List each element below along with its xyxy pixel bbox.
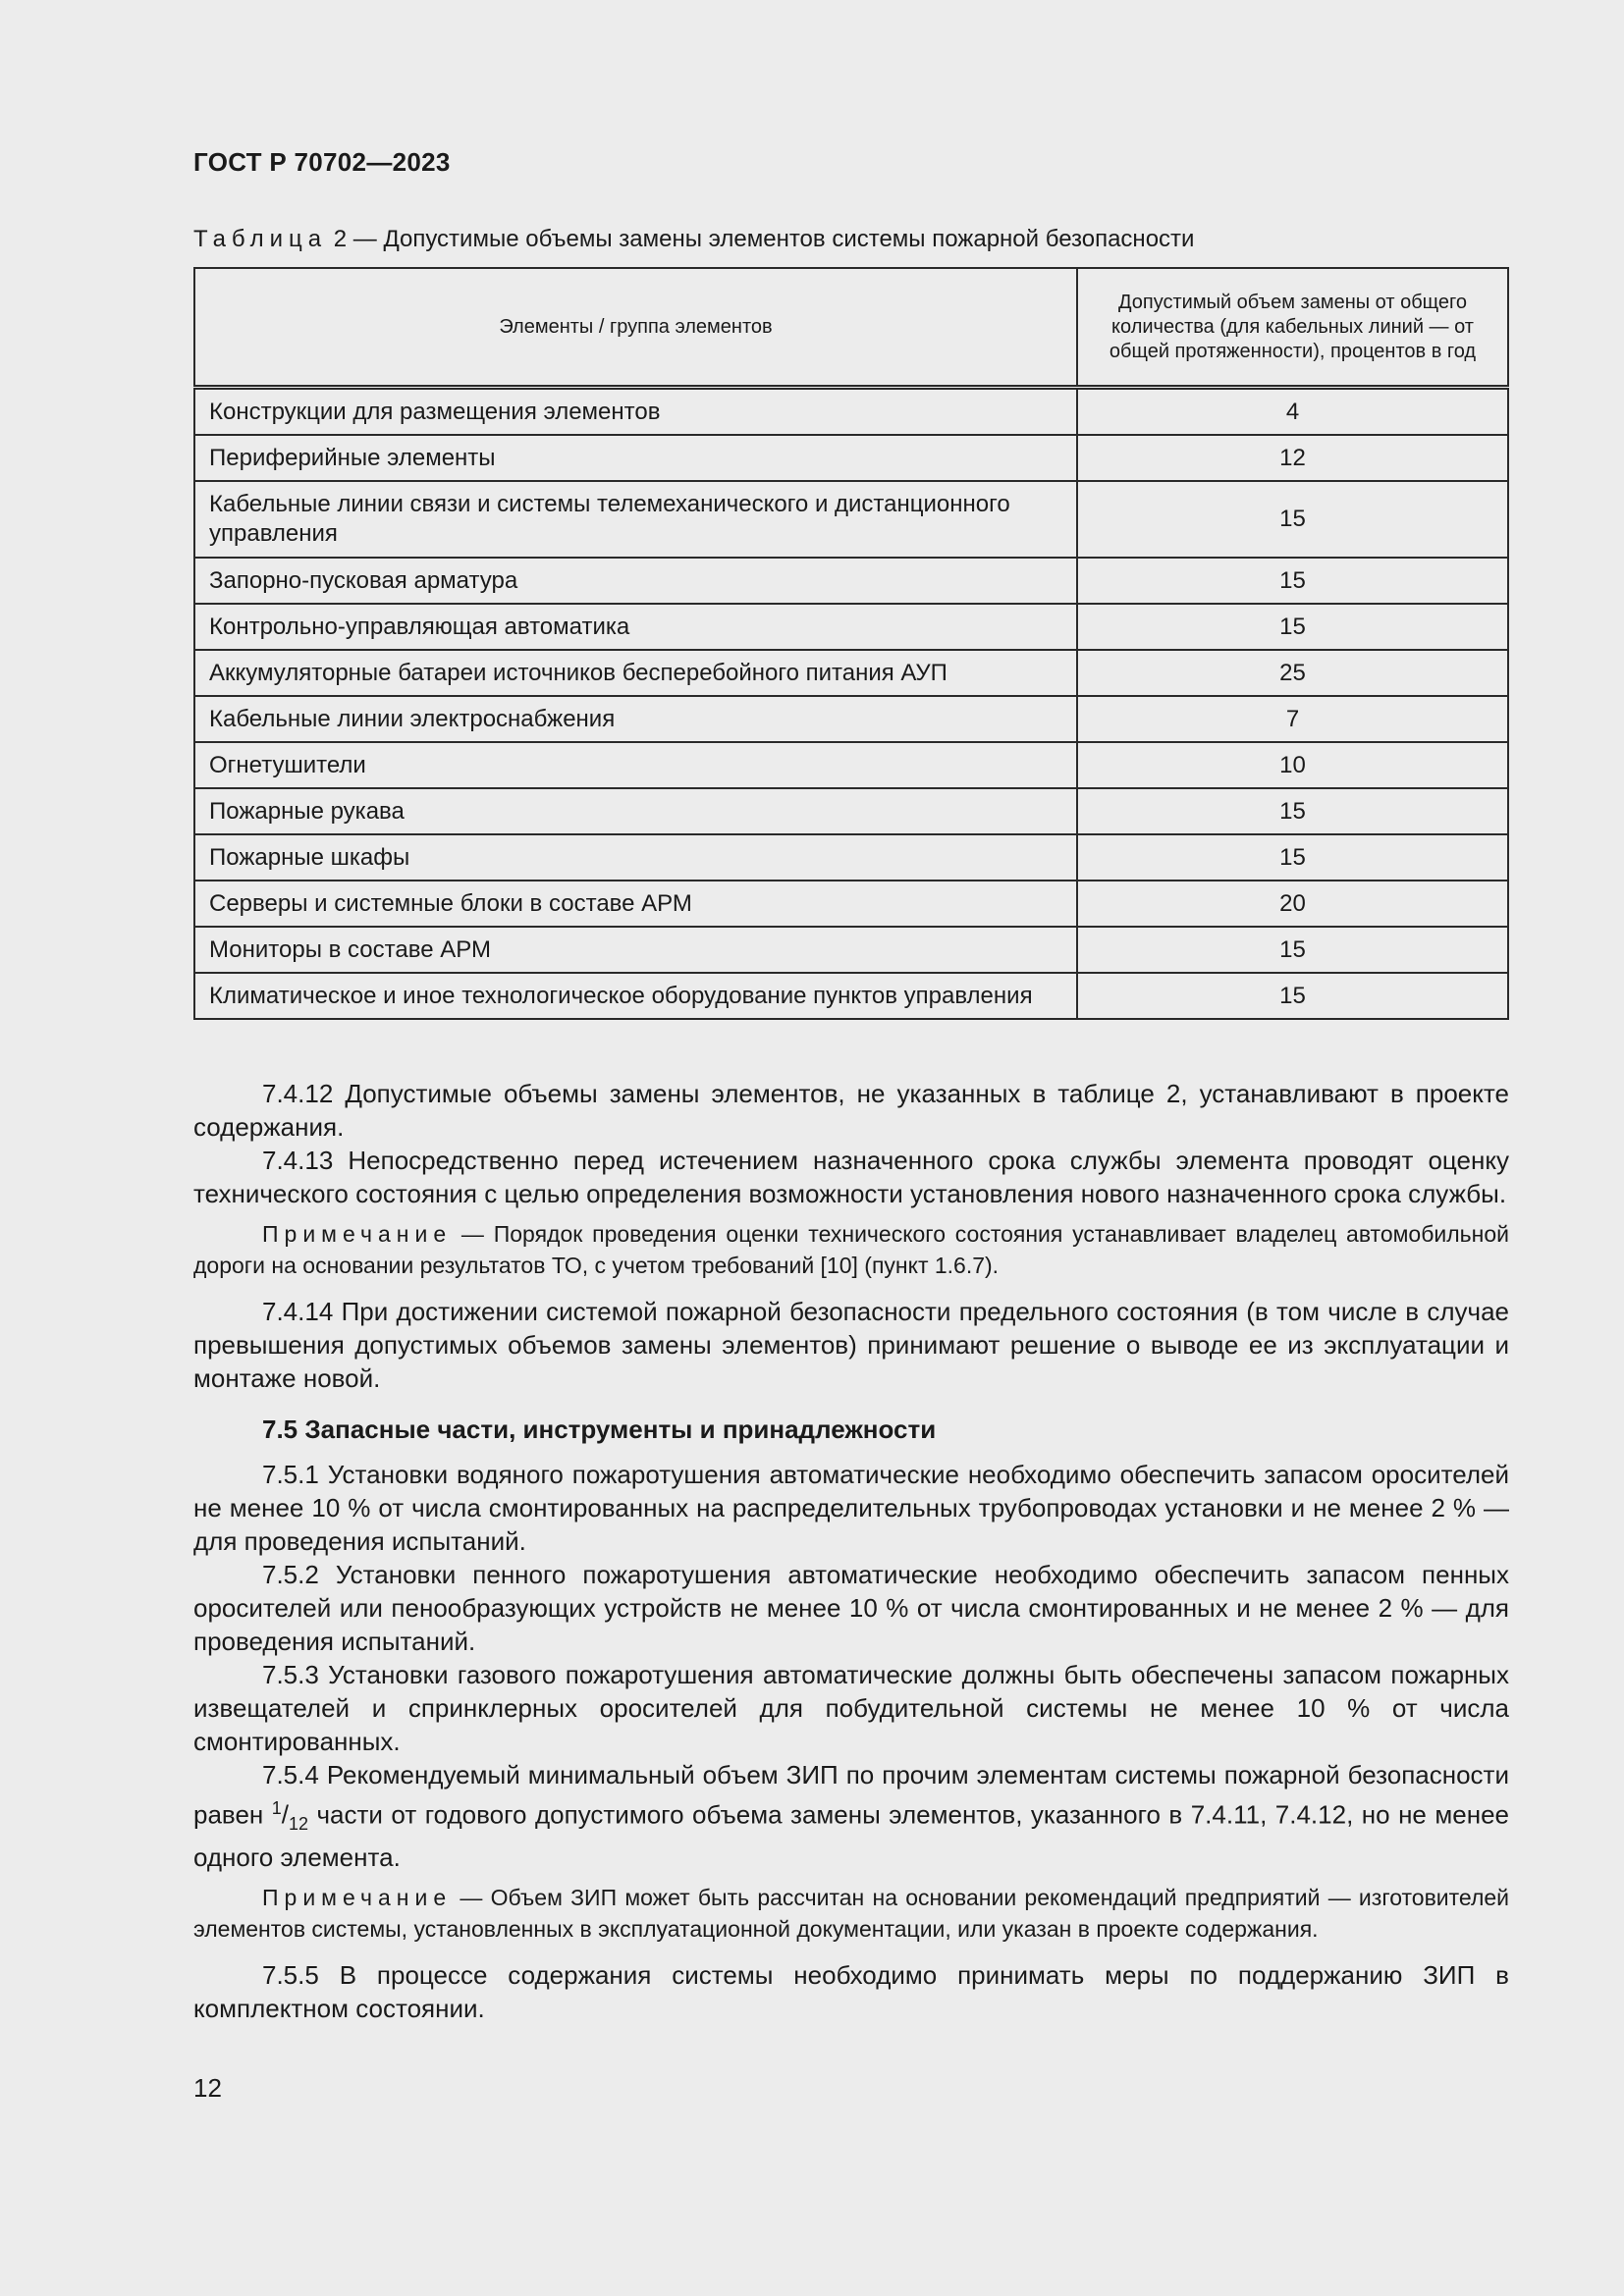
element-name-cell: Мониторы в составе АРМ [194,927,1077,973]
percent-value-cell: 4 [1077,388,1508,436]
fraction-numerator: 1 [271,1798,282,1818]
element-name-cell: Периферийные элементы [194,435,1077,481]
fraction-denominator: 12 [289,1813,309,1834]
table-body [194,388,1508,1020]
table-row [194,481,1508,558]
table-row [194,696,1508,742]
table-header-row [194,268,1508,388]
note-2-label: Примечание [262,1884,453,1910]
table-row [194,788,1508,834]
column-header-percent: Допустимый объем замены от общего количества (для кабельных линий — от общей протяженности), процентов в год [1077,268,1508,388]
element-name-cell: Конструкции для размещения элементов [194,388,1077,436]
paragraph-7-5-5: 7.5.5 В процессе содержания системы необходимо принимать меры по поддержанию ЗИП в комплектном состоянии. [193,1959,1509,2023]
paragraph-7-5-4-part-a: 7.5.4 Рекомендуемый минимальный объем ЗИП по прочим элементам системы пожарной безопасности равен [193,1760,1509,1830]
percent-value-cell: 7 [1077,696,1508,742]
element-name-cell: Аккумуляторные батареи источников бесперебойного питания АУП [194,650,1077,696]
table-row [194,742,1508,788]
paragraph-7-4-12: 7.4.12 Допустимые объемы замены элементов, не указанных в таблице 2, устанавливают в проекте содержания. [193,1079,1509,1142]
note-1-text: — Порядок проведения оценки технического состояния устанавливает владелец автомобильной дороги на основании результатов ТО, с учетом требований [10] (пункт 1.6.7). [193,1221,1509,1278]
table-row [194,558,1508,604]
section-title-7-5: 7.5 Запасные части, инструменты и принадлежности [262,1415,937,1444]
table-caption-text: 2 — Допустимые объемы замены элементов системы пожарной безопасности [327,226,1195,252]
element-name-cell: Климатическое и иное технологическое оборудование пунктов управления [194,973,1077,1019]
element-name-cell: Контрольно-управляющая автоматика [194,604,1077,650]
column-header-elements: Элементы / группа элементов [194,268,1077,388]
paragraph-7-5-4: 7.5.4 Рекомендуемый минимальный объем ЗИП по прочим элементам системы пожарной безопасности равен $^1/_{12}$ части от годового допустимого объема замены элементов, указанного в 7.4.11, 7.4.12, но не менее одного элемента. [193,1760,1509,1872]
paragraph-7-4-13: 7.4.13 Непосредственно перед истечением назначенного срока службы элемента проводят оценку технического состояния с целью определения возможности установления нового назначенного срока службы. [193,1146,1509,1208]
note-1-label: Примечание [262,1221,453,1247]
element-name-cell: Кабельные линии электроснабжения [194,696,1077,742]
percent-value-cell: 12 [1077,435,1508,481]
element-name-cell: Пожарные шкафы [194,834,1077,881]
paragraph-7-5-4-part-b: части от годового допустимого объема замены элементов, указанного в 7.4.11, 7.4.12, но не менее одного элемента. [193,1799,1509,1872]
paragraph-7-5-1: 7.5.1 Установки водяного пожаротушения автоматические необходимо обеспечить запасом оросителей не менее 10 % от числа смонтированных на распределительных трубопроводах установки и не менее 2 % — для проведения испытаний. [193,1460,1509,1556]
percent-value-cell: 15 [1077,604,1508,650]
paragraph-7-5-2: 7.5.2 Установки пенного пожаротушения автоматические необходимо обеспечить запасом пенных оросителей или пенообразующих устройств не менее 10 % от числа смонтированных и не менее 2 % — для проведения испытаний. [193,1560,1509,1656]
note-2-text: — Объем ЗИП может быть рассчитан на основании рекомендаций предприятий — изготовителей элементов системы, установленных в эксплуатационной документации, или указан в проекте содержания. [193,1884,1509,1942]
percent-value-cell: 15 [1077,558,1508,604]
table-row [194,388,1508,436]
table-row [194,604,1508,650]
percent-value-cell: 20 [1077,881,1508,927]
element-name-cell: Кабельные линии связи и системы телемеханического и дистанционного управления [194,481,1077,558]
table-caption [193,226,1194,253]
element-name-cell: Запорно-пусковая арматура [194,558,1077,604]
note-1 [193,1218,1509,1281]
paragraph-7-5-3: 7.5.3 Установки газового пожаротушения автоматические должны быть обеспечены запасом пожарных извещателей и спринклерных оросителей для побудительной системы не менее 10 % от числа смонтированных. [193,1660,1509,1756]
percent-value-cell: 25 [1077,650,1508,696]
percent-value-cell: 10 [1077,742,1508,788]
page-number: 12 [193,2073,222,2103]
table-row [194,973,1508,1019]
table-row [194,435,1508,481]
percent-value-cell: 15 [1077,788,1508,834]
paragraph-7-4-14: 7.4.14 При достижении системой пожарной безопасности предельного состояния (в том числе в случае превышения допустимых объемов замены элементов) принимают решение о выводе ее из эксплуатации и монтаже новой. [193,1297,1509,1393]
note-2 [193,1882,1509,1945]
percent-value-cell: 15 [1077,481,1508,558]
table-row [194,650,1508,696]
table-row [194,834,1508,881]
table-row [194,927,1508,973]
element-name-cell: Огнетушители [194,742,1077,788]
table-caption-label: Таблица [193,226,328,252]
percent-value-cell: 15 [1077,927,1508,973]
document-id-header: ГОСТ Р 70702—2023 [193,147,451,177]
replacement-volumes-table [193,267,1509,1020]
text-block-7-4 [193,1077,1509,2025]
element-name-cell: Серверы и системные блоки в составе АРМ [194,881,1077,927]
percent-value-cell: 15 [1077,973,1508,1019]
table-row [194,881,1508,927]
percent-value-cell: 15 [1077,834,1508,881]
element-name-cell: Пожарные рукава [194,788,1077,834]
